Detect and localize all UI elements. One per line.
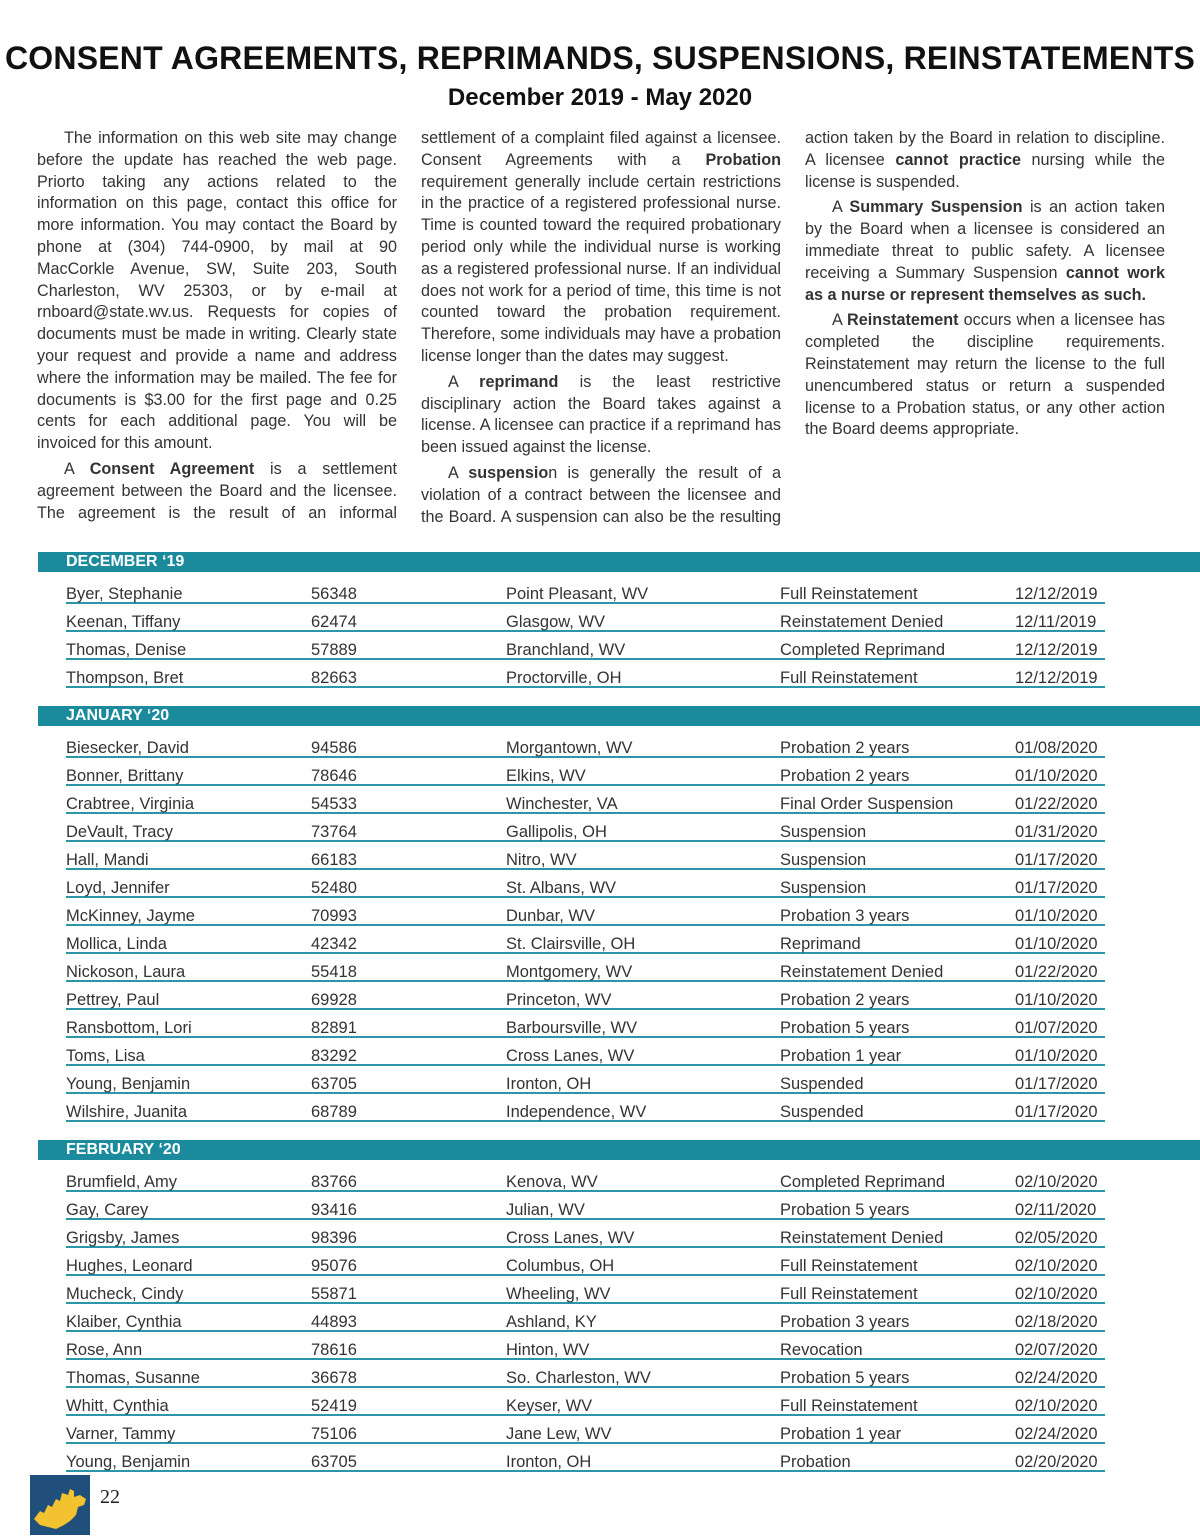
section-gap xyxy=(0,1122,1200,1140)
licensee-name: McKinney, Jayme xyxy=(66,907,195,925)
license-number: 93416 xyxy=(311,1201,357,1219)
city-state: Ironton, OH xyxy=(506,1453,592,1471)
city-state: Winchester, VA xyxy=(506,795,618,813)
city-state: Cross Lanes, WV xyxy=(506,1229,635,1247)
action-date: 01/17/2020 xyxy=(1015,1075,1098,1093)
city-state: Montgomery, WV xyxy=(506,963,633,981)
intro-flow xyxy=(37,128,1165,538)
term-reprimand: reprimand xyxy=(479,372,559,391)
table-row xyxy=(66,1332,1105,1360)
licensee-name: Young, Benjamin xyxy=(66,1075,191,1093)
table-row xyxy=(66,842,1105,870)
action-date: 01/10/2020 xyxy=(1015,1047,1098,1065)
license-number: 36678 xyxy=(311,1369,357,1387)
action-taken: Probation 1 year xyxy=(780,1047,902,1065)
term-probation: Probation xyxy=(705,150,781,169)
action-taken: Final Order Suspension xyxy=(780,795,954,813)
table-row xyxy=(66,1038,1105,1066)
action-taken: Suspended xyxy=(780,1075,864,1093)
licensee-name: Nickoson, Laura xyxy=(66,963,186,981)
table-row xyxy=(66,758,1105,786)
action-taken: Revocation xyxy=(780,1341,863,1359)
intro-paragraph: A Summary Suspension is an action taken by the Board when a licensee is considered an immediate threat to public safety. A licensee receiving a Summary Suspension cannot work as a nurse or represent themselves as such. xyxy=(805,198,1165,304)
action-taken: Full Reinstatement xyxy=(780,669,918,687)
licensee-name: Klaiber, Cynthia xyxy=(66,1313,182,1331)
license-number: 82891 xyxy=(311,1019,357,1037)
table-row xyxy=(66,1276,1105,1304)
city-state: Barboursville, WV xyxy=(506,1019,638,1037)
city-state: Branchland, WV xyxy=(506,641,626,659)
license-number: 78646 xyxy=(311,767,357,785)
licensee-name: Thomas, Susanne xyxy=(66,1369,200,1387)
action-date: 02/20/2020 xyxy=(1015,1453,1098,1471)
month-rows xyxy=(0,1160,1200,1472)
action-date: 01/10/2020 xyxy=(1015,935,1098,953)
licensee-name: Keenan, Tiffany xyxy=(66,613,181,631)
action-taken: Probation 5 years xyxy=(780,1019,910,1037)
month-header: JANUARY ‘20 xyxy=(38,706,1200,726)
action-date: 12/12/2019 xyxy=(1015,669,1098,687)
licensee-name: Loyd, Jennifer xyxy=(66,879,170,897)
table-row xyxy=(66,660,1105,688)
action-taken: Probation 1 year xyxy=(780,1425,902,1443)
action-date: 12/12/2019 xyxy=(1015,585,1098,603)
licensee-name: Varner, Tammy xyxy=(66,1425,176,1443)
license-number: 52419 xyxy=(311,1397,357,1415)
license-number: 95076 xyxy=(311,1257,357,1275)
city-state: Cross Lanes, WV xyxy=(506,1047,635,1065)
action-taken: Full Reinstatement xyxy=(780,1397,918,1415)
action-date: 02/11/2020 xyxy=(1015,1201,1097,1219)
table-row xyxy=(66,814,1105,842)
action-date: 01/17/2020 xyxy=(1015,851,1098,869)
licensee-name: Rose, Ann xyxy=(66,1341,143,1359)
table-row xyxy=(66,1094,1105,1122)
license-number: 70993 xyxy=(311,907,357,925)
discipline-table xyxy=(0,552,1200,1472)
term-suspension: suspensio xyxy=(468,463,549,482)
table-row xyxy=(66,926,1105,954)
month-rows xyxy=(0,572,1200,688)
city-state: Ironton, OH xyxy=(506,1075,592,1093)
table-row xyxy=(66,1164,1105,1192)
licensee-name: Whitt, Cynthia xyxy=(66,1397,169,1415)
action-taken: Completed Reprimand xyxy=(780,641,946,659)
table-row xyxy=(66,1192,1105,1220)
license-number: 44893 xyxy=(311,1313,357,1331)
action-date: 01/10/2020 xyxy=(1015,767,1098,785)
term-cannot-work: cannot work as a nurse or represent themselves as such. xyxy=(805,263,1165,304)
action-date: 01/17/2020 xyxy=(1015,1103,1098,1121)
licensee-name: Hall, Mandi xyxy=(66,851,149,869)
licensee-name: Mollica, Linda xyxy=(66,935,167,953)
license-number: 83766 xyxy=(311,1173,357,1191)
action-taken: Suspension xyxy=(780,851,867,869)
table-row xyxy=(66,604,1105,632)
licensee-name: Pettrey, Paul xyxy=(66,991,160,1009)
action-taken: Full Reinstatement xyxy=(780,1257,918,1275)
licensee-name: DeVault, Tracy xyxy=(66,823,173,841)
table-row xyxy=(66,1010,1105,1038)
city-state: Julian, WV xyxy=(506,1201,585,1219)
city-state: Keyser, WV xyxy=(506,1397,593,1415)
term-summary-suspension: Summary Suspension xyxy=(849,198,1023,217)
license-number: 63705 xyxy=(311,1075,357,1093)
action-taken: Suspension xyxy=(780,823,867,841)
licensee-name: Bonner, Brittany xyxy=(66,767,184,785)
action-date: 02/24/2020 xyxy=(1015,1425,1098,1443)
licensee-name: Thompson, Bret xyxy=(66,669,184,687)
licensee-name: Byer, Stephanie xyxy=(66,585,183,603)
intro-paragraph: A Reinstatement occurs when a licensee has completed the discipline requirements. Reinstatement may return the license to the full unencumbered status or return a suspended license to a Probation status, or any other action the Board deems appropriate. xyxy=(805,311,1165,439)
action-taken: Suspended xyxy=(780,1103,864,1121)
licensee-name: Hughes, Leonard xyxy=(66,1257,193,1275)
license-number: 42342 xyxy=(311,935,357,953)
licensee-name: Thomas, Denise xyxy=(66,641,187,659)
action-date: 01/22/2020 xyxy=(1015,963,1098,981)
table-row xyxy=(66,954,1105,982)
action-taken: Probation 3 years xyxy=(780,1313,910,1331)
action-date: 02/05/2020 xyxy=(1015,1229,1098,1247)
license-number: 98396 xyxy=(311,1229,357,1247)
action-taken: Probation 5 years xyxy=(780,1201,910,1219)
license-number: 52480 xyxy=(311,879,357,897)
table-row xyxy=(66,632,1105,660)
term-reinstatement: Reinstatement xyxy=(847,311,959,330)
license-number: 69928 xyxy=(311,991,357,1009)
license-number: 62474 xyxy=(311,613,357,631)
city-state: Jane Lew, WV xyxy=(506,1425,612,1443)
table-row xyxy=(66,1444,1105,1472)
city-state: Gallipolis, OH xyxy=(506,823,607,841)
licensee-name: Grigsby, James xyxy=(66,1229,180,1247)
month-section xyxy=(0,706,1200,1140)
license-number: 94586 xyxy=(311,739,357,757)
table-row xyxy=(66,982,1105,1010)
license-number: 83292 xyxy=(311,1047,357,1065)
action-date: 12/11/2019 xyxy=(1015,613,1097,631)
city-state: Proctorville, OH xyxy=(506,669,622,687)
table-row xyxy=(66,1248,1105,1276)
license-number: 54533 xyxy=(311,795,357,813)
action-date: 01/31/2020 xyxy=(1015,823,1098,841)
license-number: 55418 xyxy=(311,963,357,981)
action-date: 02/10/2020 xyxy=(1015,1173,1098,1191)
action-taken: Probation 3 years xyxy=(780,907,910,925)
city-state: Columbus, OH xyxy=(506,1257,615,1275)
page-number: 22 xyxy=(100,1486,120,1508)
action-date: 02/24/2020 xyxy=(1015,1369,1098,1387)
action-taken: Full Reinstatement xyxy=(780,585,918,603)
city-state: Hinton, WV xyxy=(506,1341,590,1359)
action-taken: Probation 5 years xyxy=(780,1369,910,1387)
licensee-name: Mucheck, Cindy xyxy=(66,1285,184,1303)
licensee-name: Toms, Lisa xyxy=(66,1047,145,1065)
intro-text xyxy=(37,128,1165,538)
action-date: 01/17/2020 xyxy=(1015,879,1098,897)
action-taken: Reinstatement Denied xyxy=(780,613,944,631)
page-title: CONSENT AGREEMENTS, REPRIMANDS, SUSPENSIONS, REINSTATEMENTS xyxy=(5,40,1195,76)
license-number: 68789 xyxy=(311,1103,357,1121)
action-taken: Probation 2 years xyxy=(780,739,910,757)
city-state: Glasgow, WV xyxy=(506,613,606,631)
action-date: 01/22/2020 xyxy=(1015,795,1098,813)
table-row xyxy=(66,1220,1105,1248)
licensee-name: Crabtree, Virginia xyxy=(66,795,195,813)
table-row xyxy=(66,576,1105,604)
page-subtitle: December 2019 - May 2020 xyxy=(447,84,753,111)
license-number: 55871 xyxy=(311,1285,357,1303)
city-state: Princeton, WV xyxy=(506,991,612,1009)
term-consent-agreement: Consent Agreement xyxy=(89,459,255,478)
month-section xyxy=(0,552,1200,706)
action-taken: Reinstatement Denied xyxy=(780,1229,944,1247)
city-state: St. Clairsville, OH xyxy=(506,935,636,953)
action-date: 12/12/2019 xyxy=(1015,641,1098,659)
action-date: 02/10/2020 xyxy=(1015,1257,1098,1275)
table-row xyxy=(66,1066,1105,1094)
licensee-name: Young, Benjamin xyxy=(66,1453,191,1471)
month-header: DECEMBER ‘19 xyxy=(38,552,1200,572)
action-date: 02/18/2020 xyxy=(1015,1313,1098,1331)
action-date: 01/08/2020 xyxy=(1015,739,1098,757)
action-date: 01/10/2020 xyxy=(1015,907,1098,925)
license-number: 63705 xyxy=(311,1453,357,1471)
city-state: Nitro, WV xyxy=(506,851,577,869)
city-state: Dunbar, WV xyxy=(506,907,595,925)
section-gap xyxy=(0,688,1200,706)
intro-paragraph: A reprimand is the least restrictive disciplinary action the Board takes against a license. A licensee can practice if a reprimand has been issued against the license. xyxy=(421,372,781,457)
city-state: Elkins, WV xyxy=(506,767,586,785)
city-state: Morgantown, WV xyxy=(506,739,633,757)
action-date: 02/10/2020 xyxy=(1015,1397,1098,1415)
city-state: Kenova, WV xyxy=(506,1173,598,1191)
table-row xyxy=(66,1304,1105,1332)
city-state: Wheeling, WV xyxy=(506,1285,611,1303)
action-taken: Probation xyxy=(780,1453,851,1471)
licensee-name: Ransbottom, Lori xyxy=(66,1019,192,1037)
license-number: 82663 xyxy=(311,669,357,687)
action-date: 02/10/2020 xyxy=(1015,1285,1098,1303)
license-number: 57889 xyxy=(311,641,357,659)
table-row xyxy=(66,1360,1105,1388)
action-taken: Probation 2 years xyxy=(780,767,910,785)
action-date: 01/10/2020 xyxy=(1015,991,1098,1009)
action-taken: Reprimand xyxy=(780,935,861,953)
action-taken: Probation 2 years xyxy=(780,991,910,1009)
table-row xyxy=(66,898,1105,926)
month-section xyxy=(0,1140,1200,1472)
intro-paragraph: A Consent Agreement is a settlement agreement between the Board and the licensee. The agreement is the result of an informal settlement of a complaint filed against a licensee. Consent Agreements with a Probation requirement generally include certain restrictions in the practice of a registered professional nurse. Time is counted toward the required probationary period only while the individual nurse is working as a registered professional nurse. If an individual does not work for a period of time, this time is not counted toward the probation requirement. Therefore, some individuals may have a probation license longer than the dates may suggest. xyxy=(37,129,781,522)
licensee-name: Wilshire, Juanita xyxy=(66,1103,188,1121)
month-rows xyxy=(0,726,1200,1122)
action-taken: Suspension xyxy=(780,879,867,897)
licensee-name: Gay, Carey xyxy=(66,1201,149,1219)
action-date: 02/07/2020 xyxy=(1015,1341,1098,1359)
table-row xyxy=(66,786,1105,814)
license-number: 66183 xyxy=(311,851,357,869)
intro-paragraph: The information on this web site may change before the update has reached the web page. Priorto taking any actions related to the information on this page, contact this office for more information. You may contact the Board by phone at (304) 744-0900, by mail at 90 MacCorkle Avenue, SW, Suite 203, South Charleston, WV 25303, or by e-mail at rnboard@state.wv.us. Requests for copies of documents must be made in writing. Clearly state your request and provide a name and address where the information may be mailed. The fee for documents is $3.00 for the first page and 0.25 cents for each additional page. You will be invoiced for this amount. xyxy=(37,129,397,453)
licensee-name: Biesecker, David xyxy=(66,739,189,757)
table-row xyxy=(66,730,1105,758)
action-taken: Completed Reprimand xyxy=(780,1173,946,1191)
action-taken: Full Reinstatement xyxy=(780,1285,918,1303)
city-state: Point Pleasant, WV xyxy=(506,585,649,603)
month-header: FEBRUARY ‘20 xyxy=(38,1140,1200,1160)
city-state: Independence, WV xyxy=(506,1103,647,1121)
intro-paragraph: A suspension is generally the result of a violation of a contract between the licensee and the Board. A suspension can also be the resulting action taken by the Board in relation to discipline. A licensee cannot practice nursing while the license is suspended. xyxy=(421,129,1165,526)
west-virginia-map-icon xyxy=(30,1475,90,1535)
licensee-name: Brumfield, Amy xyxy=(66,1173,177,1191)
city-state: Ashland, KY xyxy=(506,1313,597,1331)
license-number: 73764 xyxy=(311,823,357,841)
term-cannot-practice: cannot practice xyxy=(895,150,1021,169)
table-row xyxy=(66,1416,1105,1444)
action-taken: Reinstatement Denied xyxy=(780,963,944,981)
license-number: 75106 xyxy=(311,1425,357,1443)
action-date: 01/07/2020 xyxy=(1015,1019,1098,1037)
city-state: So. Charleston, WV xyxy=(506,1369,651,1387)
city-state: St. Albans, WV xyxy=(506,879,617,897)
table-row xyxy=(66,1388,1105,1416)
license-number: 78616 xyxy=(311,1341,357,1359)
license-number: 56348 xyxy=(311,585,357,603)
table-row xyxy=(66,870,1105,898)
